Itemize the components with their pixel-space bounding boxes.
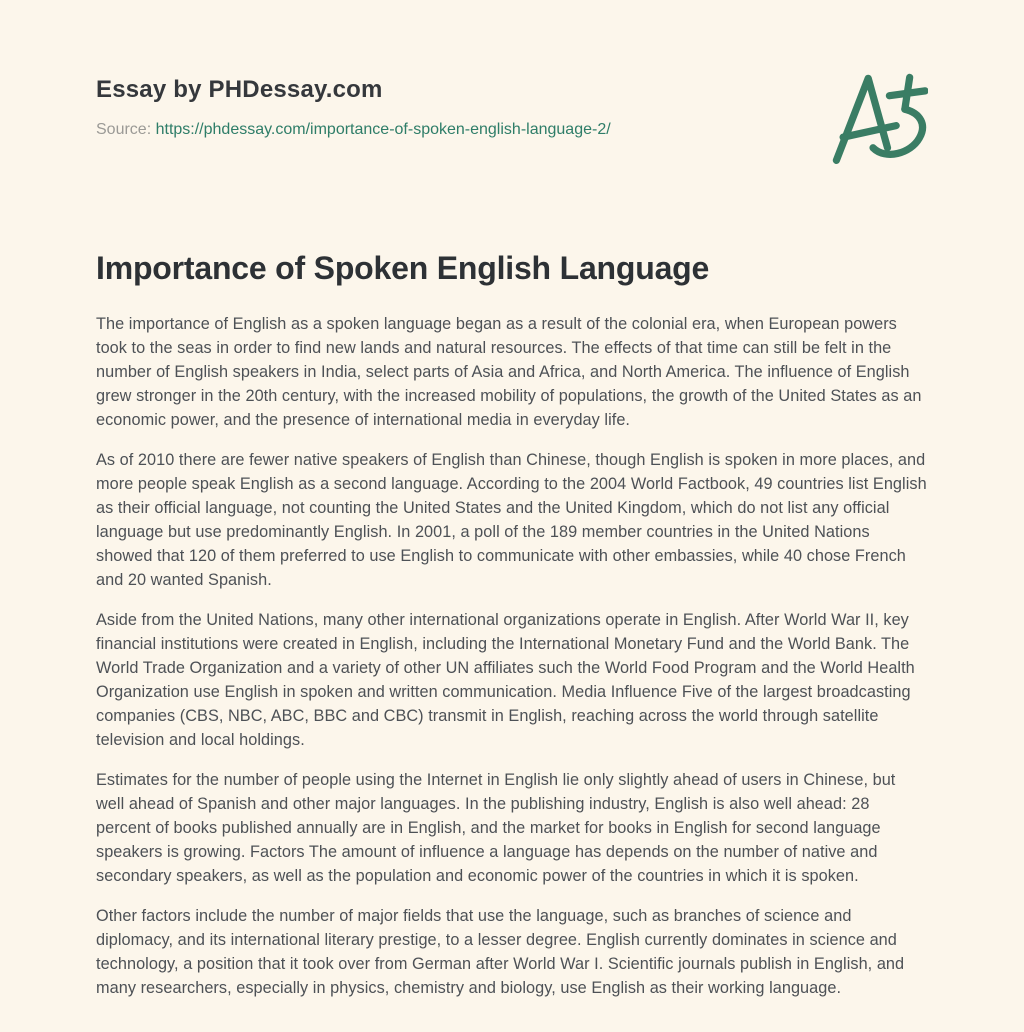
- brand-title: Essay by PHDessay.com: [96, 76, 383, 103]
- a-plus-logo-icon: [820, 64, 928, 166]
- essay-body: [96, 312, 928, 1000]
- essay-paragraph-1: The importance of English as a spoken language began as a result of the colonial era, when European powers took to the seas in order to find new lands and natural resources. The effects of that time can still be felt in the number of English speakers in India, select parts of Asia and Africa, and North America. The influence of English grew stronger in the 20th century, with the increased mobility of populations, the growth of the United States as an economic power, and the presence of international media in everyday life.: [96, 315, 922, 429]
- essay-paragraph-5: Other factors include the number of major fields that use the language, such as branches of science and diplomacy, and its international literary prestige, to a lesser degree. English currently dominates in science and technology, a position that it took over from German after World War I. Scientific journals publish in English, and many researchers, especially in physics, chemistry and biology, use English as their working language.: [96, 907, 905, 997]
- header-text-block: [96, 70, 611, 139]
- source-url-link[interactable]: https://phdessay.com/importance-of-spoken-english-language-2/: [155, 121, 611, 138]
- essay-title: Importance of Spoken English Language: [96, 250, 710, 286]
- essay-paragraph-2: As of 2010 there are fewer native speakers of English than Chinese, though English is spoken in more places, and more people speak English as a second language. According to the 2004 World Factbook, 49 countries list English as their official language, not counting the United States and the United Kingdom, which do not list any official language but use predominantly English. In 2001, a poll of the 189 member countries in the United Nations showed that 120 of them preferred to use English to communicate with other embassies, while 40 chose French and 20 wanted Spanish.: [96, 451, 927, 589]
- page-header: [96, 70, 928, 166]
- source-line: [96, 121, 611, 139]
- essay-paragraph-4: Estimates for the number of people using the Internet in English lie only slightly ahead of users in Chinese, but well ahead of Spanish and other major languages. In the publishing industry, English is also well ahead: 28 percent of books published annually are in English, and the market for books in English for second language speakers is growing. Factors The amount of influence a language has depends on the number of native and secondary speakers, as well as the population and economic power of the countries in which it is spoken.: [96, 771, 896, 885]
- essay-paragraph-3: Aside from the United Nations, many other international organizations operate in English. After World War II, key financial institutions were created in English, including the International Monetary Fund and the World Bank. The World Trade Organization and a variety of other UN affiliates such the World Food Program and the World Health Organization use English in spoken and written communication. Media Influence Five of the largest broadcasting companies (CBS, NBC, ABC, BBC and CBC) transmit in English, reaching across the world through satellite television and local holdings.: [96, 611, 915, 749]
- source-label: Source:: [96, 121, 152, 138]
